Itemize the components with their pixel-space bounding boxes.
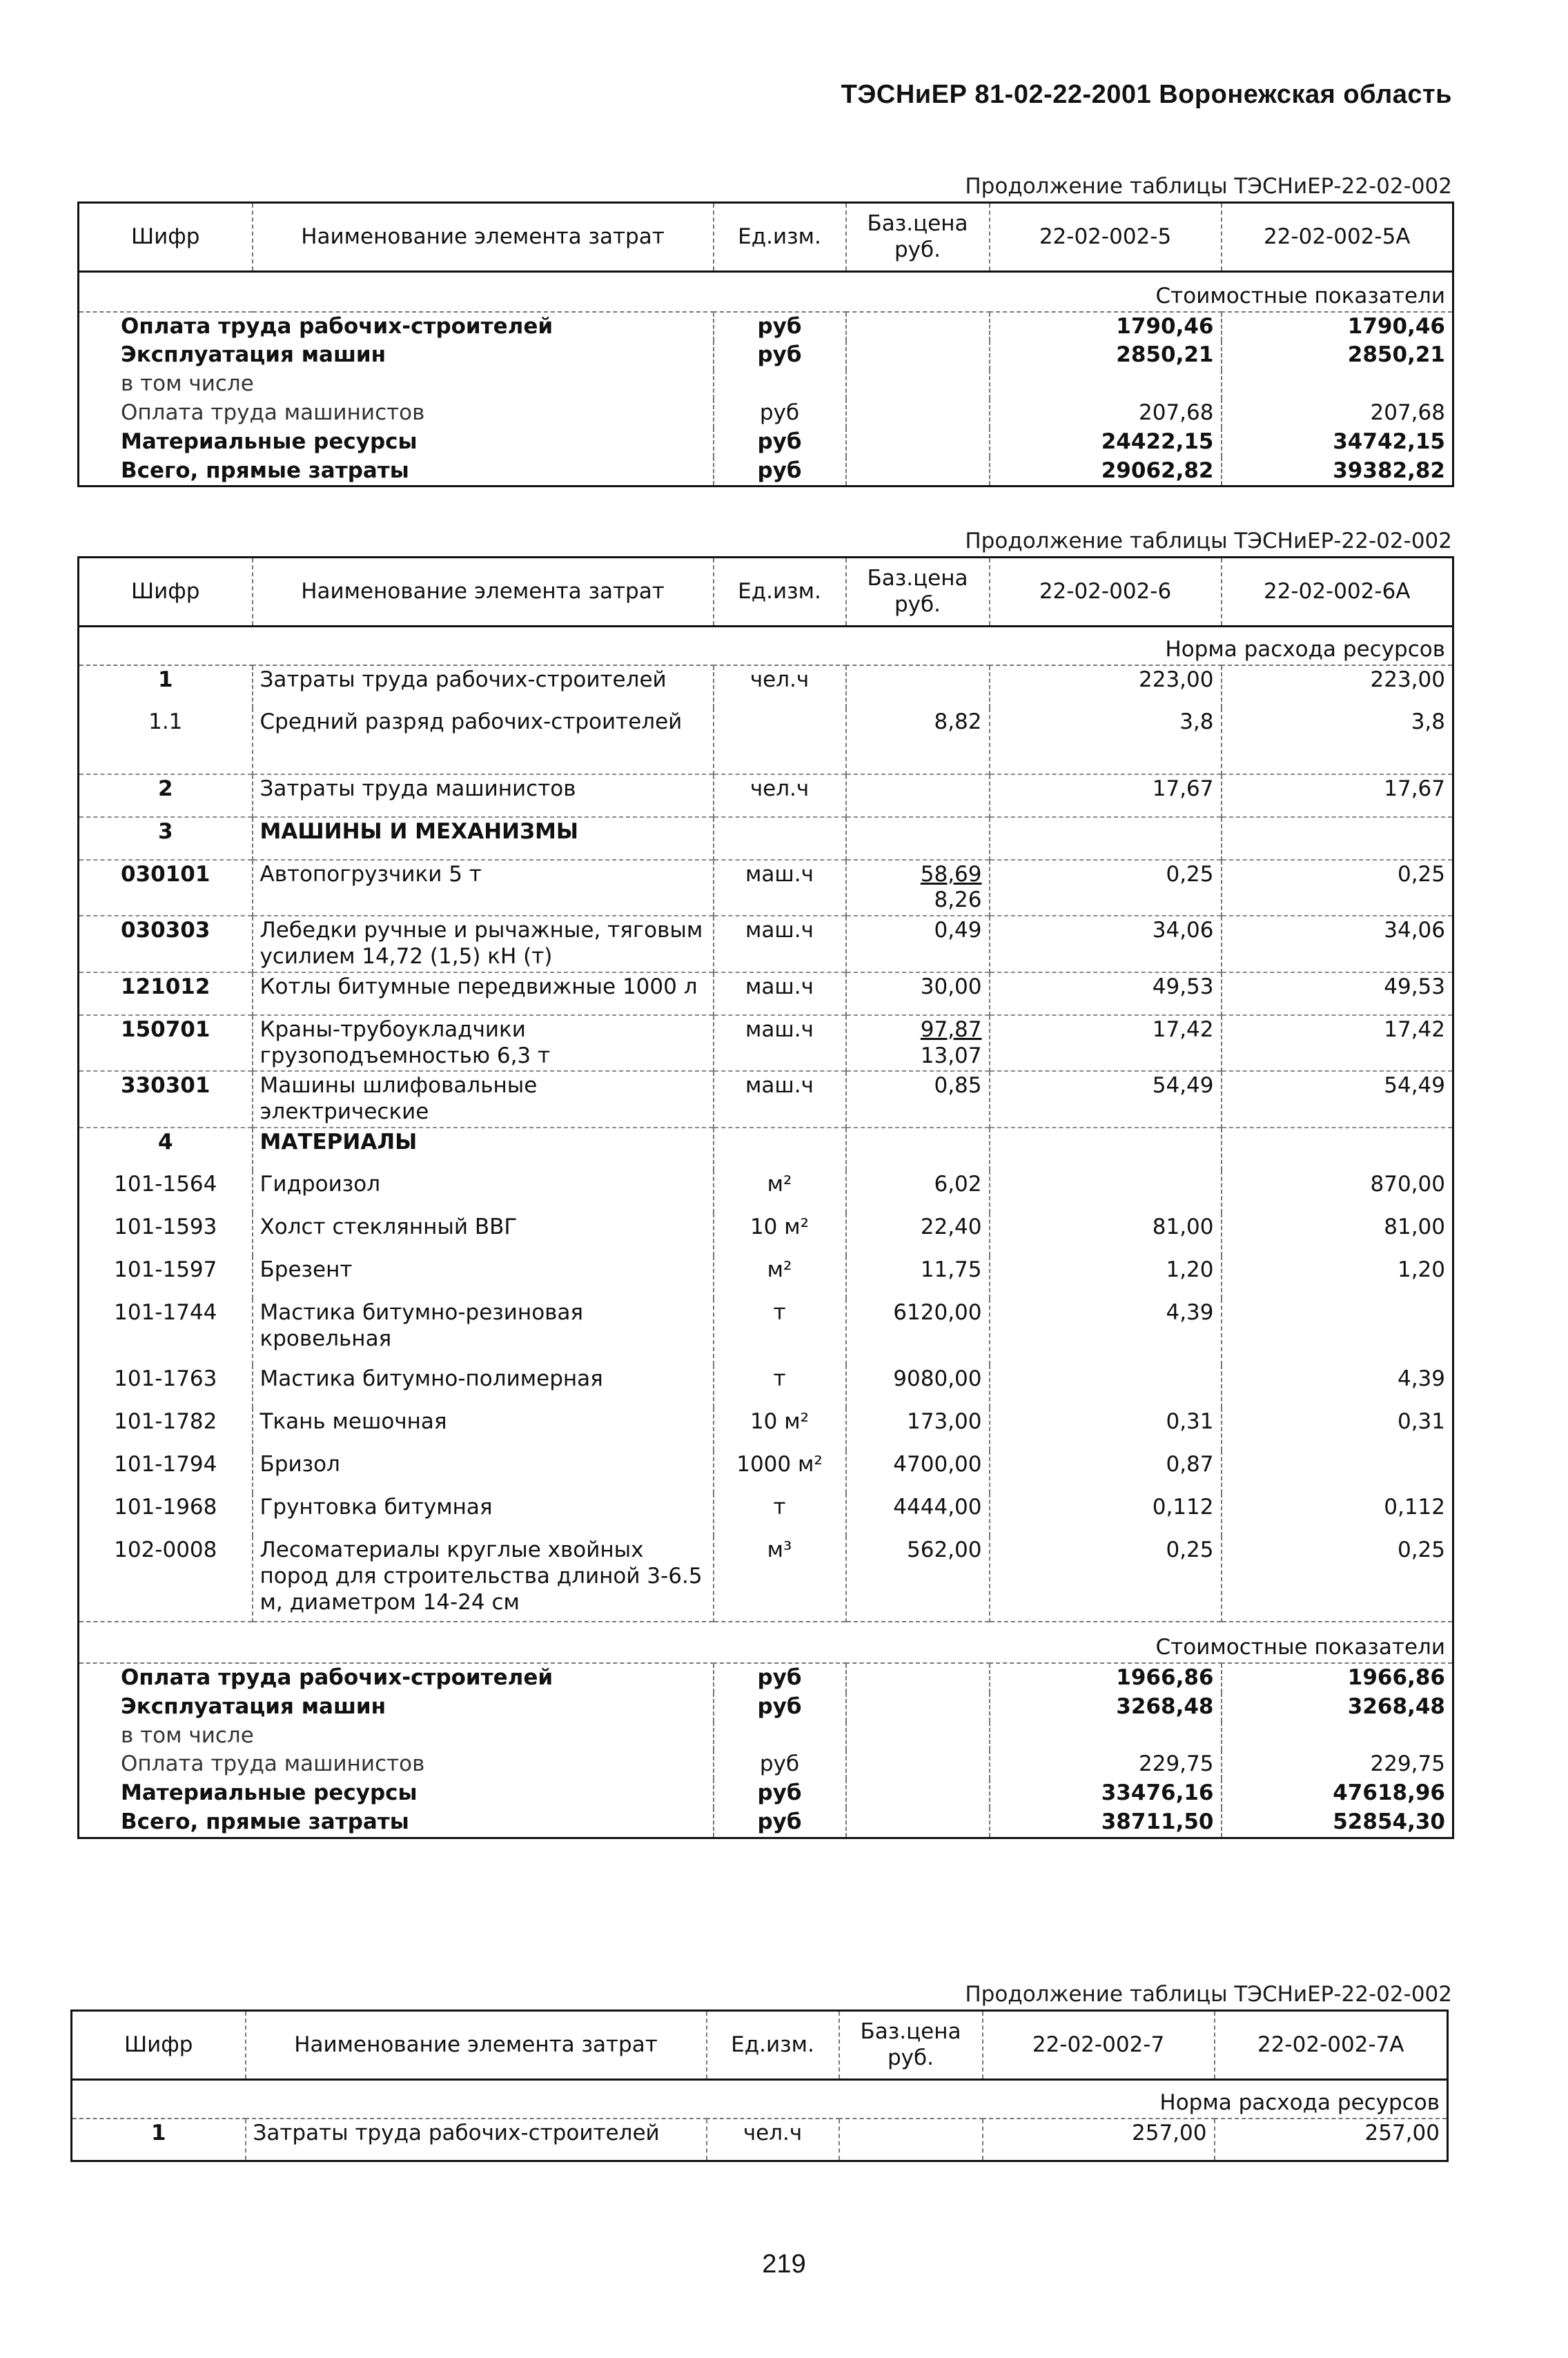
table1-body <box>79 312 1453 487</box>
norm-value-a: 17,67 <box>990 774 1222 817</box>
section-label: Норма расхода ресурсов <box>72 2080 1448 2119</box>
resource-table-6 <box>77 556 1454 1839</box>
norm-value-b: 0,25 <box>1222 1536 1453 1622</box>
price-value: 9080,00 <box>893 1366 982 1391</box>
resource-code: 101-1794 <box>79 1451 253 1493</box>
norm-value-a: 223,00 <box>990 665 1222 708</box>
cost-row <box>79 1693 1453 1722</box>
norm-value-a <box>990 1170 1222 1213</box>
resource-price <box>846 1256 990 1299</box>
resource-code: 101-1744 <box>79 1299 253 1365</box>
resource-unit: чел.ч <box>707 2119 839 2161</box>
resource-code: 2 <box>79 774 253 817</box>
header-price: Баз.цена руб. <box>846 203 990 272</box>
section-label-costs: Стоимостные показатели <box>79 1622 1453 1663</box>
price-value: 6,02 <box>934 1172 982 1197</box>
price-value: 562,00 <box>907 1537 982 1562</box>
cost-unit: руб <box>714 1693 846 1722</box>
resource-row <box>79 1451 1453 1493</box>
cost-value-a: 24422,15 <box>990 428 1222 457</box>
resource-price <box>846 1536 990 1622</box>
resource-price <box>839 2119 983 2161</box>
resource-unit: т <box>714 1365 846 1408</box>
resource-price <box>846 708 990 774</box>
norm-value-b: 223,00 <box>1222 665 1453 708</box>
cost-value-a <box>990 1722 1222 1751</box>
resource-unit: 10 м² <box>714 1213 846 1256</box>
cost-value-a <box>990 370 1222 399</box>
resource-unit: маш.ч <box>714 1015 846 1072</box>
norm-value-a: 49,53 <box>990 972 1222 1015</box>
resource-name: Машины шлифовальные электрические <box>253 1071 714 1128</box>
resource-price <box>846 1493 990 1536</box>
resource-row <box>79 1015 1453 1072</box>
resource-name: Средний разряд рабочих-строителей <box>253 708 714 774</box>
norm-value-a: 3,8 <box>990 708 1222 774</box>
norm-value-a: 4,39 <box>990 1299 1222 1365</box>
norm-value-b: 54,49 <box>1222 1071 1453 1128</box>
cost-row <box>79 370 1453 399</box>
resource-unit: маш.ч <box>714 916 846 972</box>
header-unit: Ед.изм. <box>714 558 846 627</box>
header-col-b: 22-02-002-7A <box>1215 2011 1448 2080</box>
cost-name: Эксплуатация машин <box>79 341 714 370</box>
price-value: 4700,00 <box>893 1452 982 1477</box>
resource-name: Мастика битумно-резиновая кровельная <box>253 1299 714 1365</box>
resource-unit: т <box>714 1299 846 1365</box>
resource-code: 1.1 <box>79 708 253 774</box>
norm-value-a: 0,87 <box>990 1451 1222 1493</box>
price-value: 6120,00 <box>893 1300 982 1325</box>
resource-row <box>79 1493 1453 1536</box>
resource-row <box>79 1408 1453 1451</box>
resource-row <box>79 916 1453 972</box>
norm-value-b: 3,8 <box>1222 708 1453 774</box>
cost-row <box>79 1722 1453 1751</box>
cost-row <box>79 312 1453 342</box>
cost-name: Оплата труда рабочих-строителей <box>79 1663 714 1693</box>
cost-value-a: 33476,16 <box>990 1779 1222 1808</box>
cost-unit: руб <box>714 312 846 342</box>
cost-price <box>846 312 990 342</box>
cost-price <box>846 1779 990 1808</box>
resource-name: Затраты труда рабочих-строителей <box>246 2119 707 2161</box>
resource-code: 1 <box>79 665 253 708</box>
resource-code: 1 <box>72 2119 246 2161</box>
cost-price <box>846 1693 990 1722</box>
resource-name: Бризол <box>253 1451 714 1493</box>
cost-name: Эксплуатация машин <box>79 1693 714 1722</box>
cost-value-b: 3268,48 <box>1222 1693 1453 1722</box>
resource-unit: т <box>714 1493 846 1536</box>
norm-value-a <box>990 1365 1222 1408</box>
cost-price <box>846 1750 990 1779</box>
resource-unit <box>714 1128 846 1170</box>
norm-value-a: 257,00 <box>983 2119 1215 2161</box>
cost-price <box>846 1663 990 1693</box>
price-machinist-value: 8,26 <box>934 887 982 913</box>
table2-costs <box>79 1663 1453 1838</box>
table3-body <box>72 2119 1448 2161</box>
norm-value-b: 34,06 <box>1222 916 1453 972</box>
resource-code: 102-0008 <box>79 1536 253 1622</box>
cost-unit: руб <box>714 428 846 457</box>
resource-row <box>79 1071 1453 1128</box>
cost-value-a: 3268,48 <box>990 1693 1222 1722</box>
resource-code: 030101 <box>79 860 253 916</box>
cost-name: Оплата труда рабочих-строителей <box>79 312 714 342</box>
resource-row <box>79 1299 1453 1365</box>
resource-name: Грунтовка битумная <box>253 1493 714 1536</box>
cost-unit: руб <box>714 1750 846 1779</box>
resource-code: 101-1763 <box>79 1365 253 1408</box>
norm-value-b: 17,67 <box>1222 774 1453 817</box>
price-value: 58,69 <box>920 861 982 887</box>
norm-value-b <box>1222 1299 1453 1365</box>
resource-price <box>846 1299 990 1365</box>
resource-name: Брезент <box>253 1256 714 1299</box>
resource-row <box>72 2119 1448 2161</box>
resource-unit: чел.ч <box>714 665 846 708</box>
norm-value-a: 81,00 <box>990 1213 1222 1256</box>
price-machinist-value: 13,07 <box>920 1043 982 1068</box>
resource-code: 030303 <box>79 916 253 972</box>
cost-value-a: 207,68 <box>990 399 1222 428</box>
resource-unit <box>714 817 846 860</box>
resource-unit: маш.ч <box>714 972 846 1015</box>
norm-value-b: 0,31 <box>1222 1408 1453 1451</box>
norm-value-b: 17,42 <box>1222 1015 1453 1072</box>
price-value: 11,75 <box>920 1257 982 1282</box>
cost-unit: руб <box>714 341 846 370</box>
header-code: Шифр <box>79 203 253 272</box>
resource-name: Котлы битумные передвижные 1000 л <box>253 972 714 1015</box>
resource-code: 330301 <box>79 1071 253 1128</box>
price-value: 30,00 <box>920 974 982 999</box>
cost-row <box>79 1750 1453 1779</box>
norm-value-b: 257,00 <box>1215 2119 1448 2161</box>
resource-name: Краны-трубоукладчики грузоподъемностью 6,3 т <box>253 1015 714 1072</box>
resource-row <box>79 774 1453 817</box>
table3-caption: Продолжение таблицы ТЭСНиЕР-22-02-002 <box>965 1982 1452 2007</box>
cost-value-b: 52854,30 <box>1222 1808 1453 1838</box>
cost-row <box>79 1808 1453 1838</box>
resource-unit <box>714 708 846 774</box>
resource-row <box>79 1128 1453 1170</box>
cost-row <box>79 1663 1453 1693</box>
norm-value-a: 54,49 <box>990 1071 1222 1128</box>
resource-code: 121012 <box>79 972 253 1015</box>
cost-unit <box>714 1722 846 1751</box>
resource-name: Холст стеклянный ВВГ <box>253 1213 714 1256</box>
cost-row <box>79 399 1453 428</box>
norm-value-a: 0,31 <box>990 1408 1222 1451</box>
cost-price <box>846 457 990 487</box>
price-value: 4444,00 <box>893 1495 982 1520</box>
price-value: 0,49 <box>934 918 982 943</box>
resource-name: Лебедки ручные и рычажные, тяговым усилием 14,72 (1,5) кН (т) <box>253 916 714 972</box>
cost-value-a: 38711,50 <box>990 1808 1222 1838</box>
resource-code: 101-1564 <box>79 1170 253 1213</box>
cost-value-b: 47618,96 <box>1222 1779 1453 1808</box>
header-name: Наименование элемента затрат <box>246 2011 707 2080</box>
resource-price <box>846 1128 990 1170</box>
resource-unit: м³ <box>714 1536 846 1622</box>
header-name: Наименование элемента затрат <box>253 203 714 272</box>
cost-row <box>79 341 1453 370</box>
resource-price <box>846 1408 990 1451</box>
resource-name: Затраты труда рабочих-строителей <box>253 665 714 708</box>
price-value: 0,85 <box>934 1073 982 1099</box>
price-value: 8,82 <box>934 709 982 734</box>
norm-value-a: 34,06 <box>990 916 1222 972</box>
norm-value-a: 1,20 <box>990 1256 1222 1299</box>
resource-row <box>79 972 1453 1015</box>
norm-value-b <box>1222 1451 1453 1493</box>
norm-value-b: 870,00 <box>1222 1170 1453 1213</box>
norm-value-b: 4,39 <box>1222 1365 1453 1408</box>
resource-row <box>79 1536 1453 1622</box>
norm-value-b: 49,53 <box>1222 972 1453 1015</box>
cost-value-b <box>1222 370 1453 399</box>
cost-value-a: 1966,86 <box>990 1663 1222 1693</box>
resource-table-7 <box>70 2010 1449 2162</box>
header-col-a: 22-02-002-6 <box>990 558 1222 627</box>
price-value: 97,87 <box>920 1016 982 1042</box>
cost-price <box>846 1722 990 1751</box>
header-col-a: 22-02-002-7 <box>983 2011 1215 2080</box>
cost-row <box>79 457 1453 487</box>
resource-price <box>846 916 990 972</box>
cost-unit: руб <box>714 399 846 428</box>
cost-name: в том числе <box>79 1722 714 1751</box>
cost-unit <box>714 370 846 399</box>
price-value: 22,40 <box>920 1215 982 1239</box>
resource-price <box>846 665 990 708</box>
cost-name: Оплата труда машинистов <box>79 399 714 428</box>
resource-row <box>79 708 1453 774</box>
table2-body <box>79 665 1453 1622</box>
section-label: Стоимостные показатели <box>79 272 1453 312</box>
cost-name: Оплата труда машинистов <box>79 1750 714 1779</box>
cost-value-a: 29062,82 <box>990 457 1222 487</box>
cost-value-b <box>1222 1722 1453 1751</box>
resource-unit: м² <box>714 1256 846 1299</box>
cost-unit: руб <box>714 1808 846 1838</box>
resource-row <box>79 1213 1453 1256</box>
resource-name: Автопогрузчики 5 т <box>253 860 714 916</box>
resource-code: 4 <box>79 1128 253 1170</box>
header-code: Шифр <box>72 2011 246 2080</box>
resource-price <box>846 1213 990 1256</box>
norm-value-a: 0,25 <box>990 860 1222 916</box>
page-header-title: ТЭСНиЕР 81-02-22-2001 Воронежская область <box>841 80 1452 109</box>
cost-value-b: 2850,21 <box>1222 341 1453 370</box>
cost-price <box>846 341 990 370</box>
cost-name: Материальные ресурсы <box>79 428 714 457</box>
resource-unit: маш.ч <box>714 1071 846 1128</box>
header-name: Наименование элемента затрат <box>253 558 714 627</box>
norm-value-a <box>990 1128 1222 1170</box>
resource-row <box>79 817 1453 860</box>
resource-name: Гидроизол <box>253 1170 714 1213</box>
resource-price <box>846 860 990 916</box>
cost-price <box>846 370 990 399</box>
cost-value-b: 1790,46 <box>1222 312 1453 342</box>
cost-price <box>846 1808 990 1838</box>
cost-unit: руб <box>714 457 846 487</box>
header-col-b: 22-02-002-6A <box>1222 558 1453 627</box>
resource-name: Ткань мешочная <box>253 1408 714 1451</box>
cost-table-5 <box>77 202 1454 487</box>
resource-code: 101-1597 <box>79 1256 253 1299</box>
price-value: 173,00 <box>907 1409 982 1434</box>
norm-value-b: 0,112 <box>1222 1493 1453 1536</box>
cost-name: Всего, прямые затраты <box>79 457 714 487</box>
resource-name: Лесоматериалы круглые хвойных пород для строительства длиной 3-6.5 м, диаметром 14-24 см <box>253 1536 714 1622</box>
header-unit: Ед.изм. <box>714 203 846 272</box>
cost-value-a: 1790,46 <box>990 312 1222 342</box>
header-unit: Ед.изм. <box>707 2011 839 2080</box>
cost-name: Материальные ресурсы <box>79 1779 714 1808</box>
header-code: Шифр <box>79 558 253 627</box>
norm-value-b: 1,20 <box>1222 1256 1453 1299</box>
resource-name: МАШИНЫ И МЕХАНИЗМЫ <box>253 817 714 860</box>
resource-unit: 1000 м² <box>714 1451 846 1493</box>
cost-row <box>79 428 1453 457</box>
resource-unit: 10 м² <box>714 1408 846 1451</box>
resource-row <box>79 1170 1453 1213</box>
resource-price <box>846 1170 990 1213</box>
resource-name: МАТЕРИАЛЫ <box>253 1128 714 1170</box>
resource-price <box>846 774 990 817</box>
table1-caption: Продолжение таблицы ТЭСНиЕР-22-02-002 <box>965 174 1452 199</box>
header-col-a: 22-02-002-5 <box>990 203 1222 272</box>
resource-price <box>846 972 990 1015</box>
resource-unit: м² <box>714 1170 846 1213</box>
cost-value-b: 229,75 <box>1222 1750 1453 1779</box>
resource-code: 101-1593 <box>79 1213 253 1256</box>
resource-price <box>846 1451 990 1493</box>
cost-value-a: 229,75 <box>990 1750 1222 1779</box>
header-price: Баз.цена руб. <box>839 2011 983 2080</box>
resource-row <box>79 1256 1453 1299</box>
resource-row <box>79 665 1453 708</box>
resource-price <box>846 1071 990 1128</box>
cost-unit: руб <box>714 1779 846 1808</box>
norm-value-b <box>1222 1128 1453 1170</box>
resource-unit: чел.ч <box>714 774 846 817</box>
norm-value-a: 0,112 <box>990 1493 1222 1536</box>
cost-unit: руб <box>714 1663 846 1693</box>
cost-value-b: 34742,15 <box>1222 428 1453 457</box>
resource-code: 3 <box>79 817 253 860</box>
header-col-b: 22-02-002-5A <box>1222 203 1453 272</box>
cost-value-a: 2850,21 <box>990 341 1222 370</box>
header-price: Баз.цена руб. <box>846 558 990 627</box>
section-label: Норма расхода ресурсов <box>79 627 1453 665</box>
resource-price <box>846 1365 990 1408</box>
cost-value-b: 207,68 <box>1222 399 1453 428</box>
page-number: 219 <box>762 2250 806 2279</box>
resource-row <box>79 1365 1453 1408</box>
table2-caption: Продолжение таблицы ТЭСНиЕР-22-02-002 <box>965 529 1452 553</box>
resource-code: 101-1782 <box>79 1408 253 1451</box>
resource-name: Мастика битумно-полимерная <box>253 1365 714 1408</box>
resource-name: Затраты труда машинистов <box>253 774 714 817</box>
norm-value-a <box>990 817 1222 860</box>
resource-row <box>79 860 1453 916</box>
resource-code: 150701 <box>79 1015 253 1072</box>
resource-price <box>846 817 990 860</box>
resource-price <box>846 1015 990 1072</box>
resource-code: 101-1968 <box>79 1493 253 1536</box>
cost-value-b: 1966,86 <box>1222 1663 1453 1693</box>
cost-value-b: 39382,82 <box>1222 457 1453 487</box>
norm-value-b: 0,25 <box>1222 860 1453 916</box>
cost-name: Всего, прямые затраты <box>79 1808 714 1838</box>
norm-value-b <box>1222 817 1453 860</box>
norm-value-a: 17,42 <box>990 1015 1222 1072</box>
norm-value-b: 81,00 <box>1222 1213 1453 1256</box>
cost-name: в том числе <box>79 370 714 399</box>
resource-unit: маш.ч <box>714 860 846 916</box>
cost-price <box>846 428 990 457</box>
cost-row <box>79 1779 1453 1808</box>
norm-value-a: 0,25 <box>990 1536 1222 1622</box>
cost-price <box>846 399 990 428</box>
